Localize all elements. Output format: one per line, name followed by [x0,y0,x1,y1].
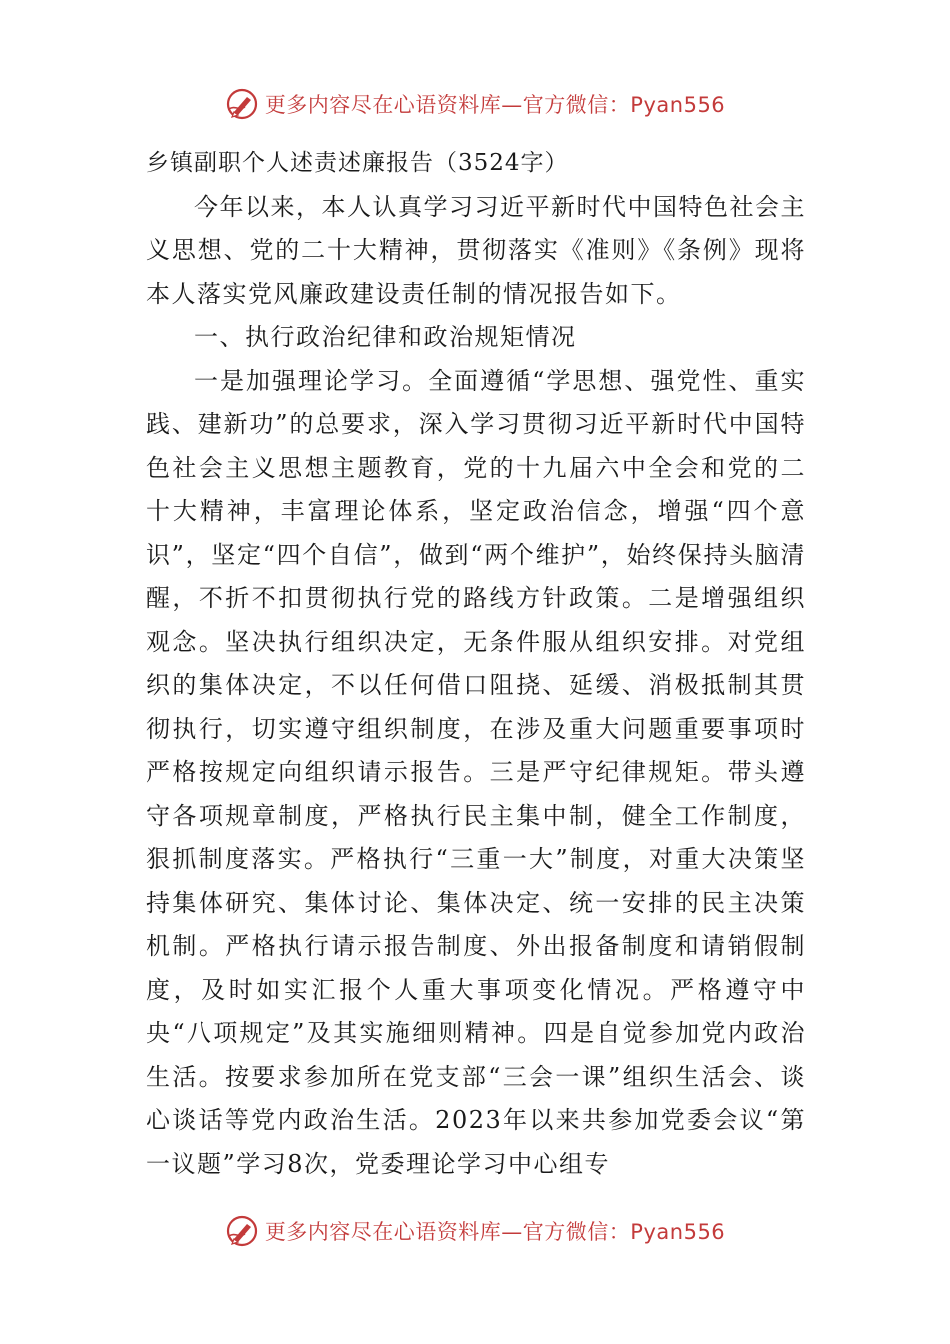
watermark-text: 更多内容尽在心语资料库—官方微信：Pyan556 [264,93,726,117]
paragraph-body: 一是加强理论学习。全面遵循“学思想、强党性、重实践、建新功”的总要求，深入学习贯彻习近平新时代中国特色社会主义思想主题教育，党的十九届六中全会和党的二十大精神，丰富理论体系，坚定政治信念，增强“四个意识”，坚定“四个自信”，做到“两个维护”，始终保持头脑清醒，不折不扣贯彻执行党的路线方针政策。二是增强组织观念。坚决执行组织决定，无条件服从组织安排。对党组织的集体决定，不以任何借口阻挠、延缓、消极抵制其贯彻执行，切实遵守组织制度，在涉及重大问题重要事项时严格按规定向组织请示报告。三是严守纪律规矩。带头遵守各项规章制度，严格执行民主集中制，健全工作制度，狠抓制度落实。严格执行“三重一大”制度，对重大决策坚持集体研究、集体讨论、集体决定、统一安排的民主决策机制。严格执行请示报告制度、外出报备制度和请销假制度，及时如实汇报个人重大事项变化情况。严格遵守中央“八项规定”及其实施细则精神。四是自觉参加党内政治生活。按要求参加所在党支部“三会一课”组织生活会、谈心谈话等党内政治生活。2023年以来共参加党委会议“第一议题”学习8次，党委理论学习中心组专 [146,366,806,1178]
document-body [146,142,806,1186]
document-title: 乡镇副职个人述责述廉报告（3524字） [146,150,569,176]
pen-logo-icon [225,1214,259,1248]
watermark-text: 更多内容尽在心语资料库—官方微信：Pyan556 [264,1220,726,1244]
watermark-header [0,86,950,122]
paragraph-intro: 今年以来，本人认真学习习近平新时代中国特色社会主义思想、党的二十大精神，贯彻落实《准则》《条例》现将本人落实党风廉政建设责任制的情况报告如下。 [146,192,806,308]
pen-logo-icon [225,87,259,121]
watermark-footer [0,1213,950,1249]
section-heading: 一、执行政治纪律和政治规矩情况 [194,323,577,351]
